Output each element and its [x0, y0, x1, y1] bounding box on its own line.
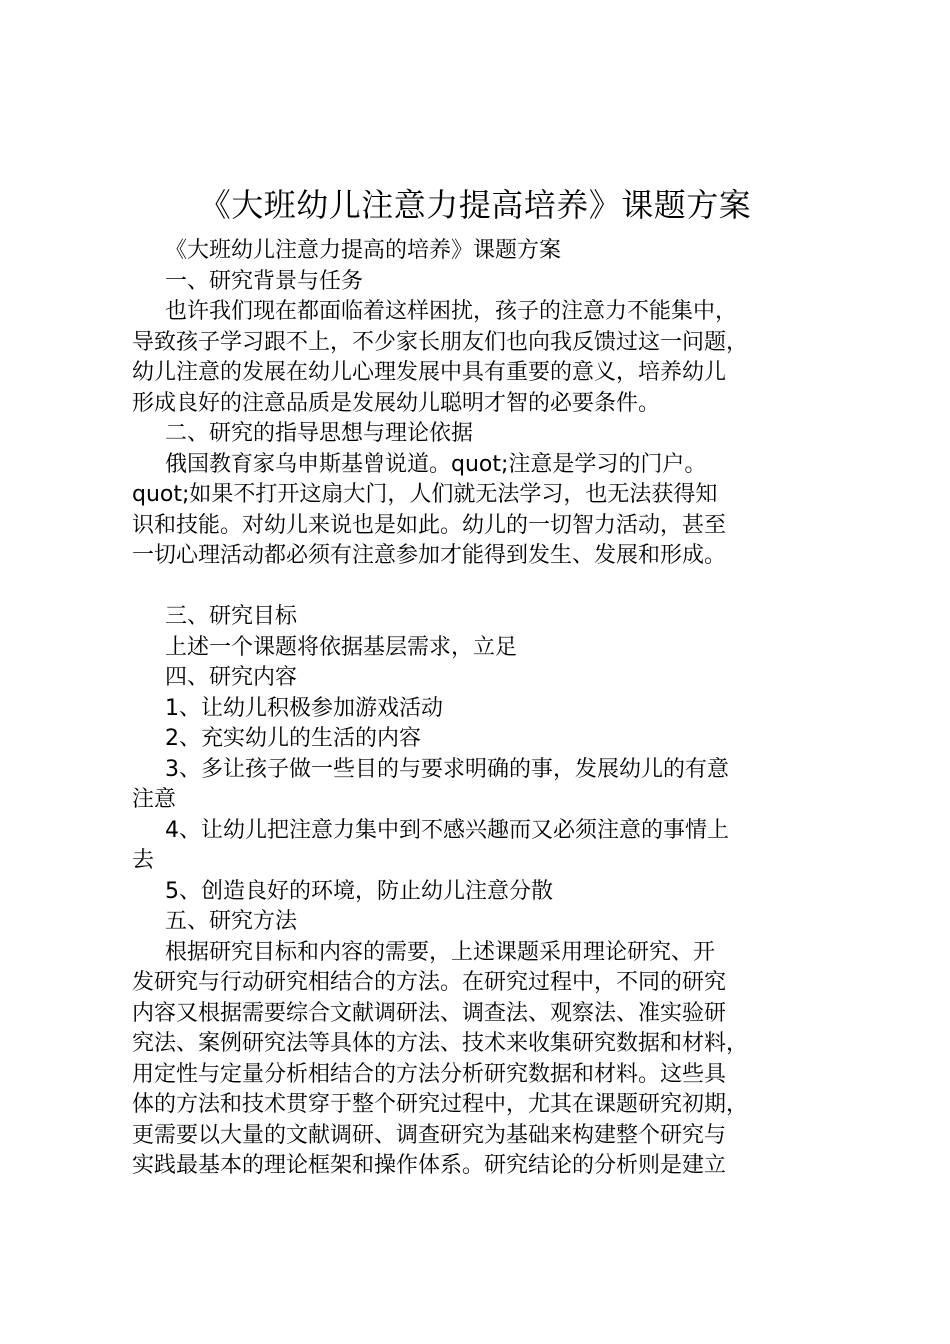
paragraph-line: 俄国教育家乌申斯基曾说道。quot;注意是学习的门户。 [165, 451, 707, 477]
paragraph-line: 究法、案例研究法等具体的方法、技术来收集研究数据和材料， [132, 1031, 749, 1056]
paragraph-line: quot;如果不打开这扇大门，人们就无法学习，也无法获得知 [132, 482, 718, 507]
document-body [132, 236, 848, 1182]
subtitle-line: 《大班幼儿注意力提高的培养》课题方案 [165, 238, 562, 263]
paragraph-line: 体的方法和技术贯穿于整个研究过程中，尤其在课题研究初期， [132, 1092, 749, 1117]
section-heading-3: 三、研究目标 [165, 604, 298, 629]
list-item: 3、多让孩子做一些目的与要求明确的事，发展幼儿的有意 [165, 756, 729, 782]
document-title: 《大班幼儿注意力提高培养》课题方案 [198, 186, 752, 224]
paragraph-line: 导致孩子学习跟不上，不少家长朋友们也向我反馈过这一问题， [132, 329, 749, 355]
paragraph-line: 上述一个课题将依据基层需求，立足 [165, 634, 518, 660]
paragraph-line: 实践最基本的理论框架和操作体系。研究结论的分析则是建立 [132, 1153, 727, 1178]
section-heading-4: 四、研究内容 [165, 665, 298, 690]
section-heading-5: 五、研究方法 [165, 909, 298, 934]
paragraph-line: 也许我们现在都面临着这样困扰，孩子的注意力不能集中， [165, 299, 738, 324]
paragraph-line: 一切心理活动都必须有注意参加才能得到发生、发展和形成。 [132, 543, 727, 568]
paragraph-line: 更需要以大量的文献调研、调查研究为基础来构建整个研究与 [132, 1122, 727, 1148]
list-item-continuation: 注意 [132, 787, 177, 812]
list-item: 5、创造良好的环境，防止幼儿注意分散 [165, 878, 553, 904]
section-heading-2: 二、研究的指导思想与理论依据 [165, 421, 474, 446]
list-item: 4、让幼儿把注意力集中到不感兴趣而又必须注意的事情上 [165, 817, 729, 843]
paragraph-line: 发研究与行动研究相结合的方法。在研究过程中，不同的研究 [132, 970, 727, 995]
list-item-continuation: 去 [132, 848, 155, 873]
list-item: 1、让幼儿积极参加游戏活动 [165, 695, 443, 721]
section-heading-1: 一、研究背景与任务 [165, 268, 364, 294]
paragraph-line: 识和技能。对幼儿来说也是如此。幼儿的一切智力活动，甚至 [132, 512, 727, 538]
blank-line [132, 572, 848, 603]
paragraph-line: 幼儿注意的发展在幼儿心理发展中具有重要的意义，培养幼儿 [132, 360, 727, 385]
paragraph-line: 内容又根据需要综合文献调研法、调查法、观察法、准实验研 [132, 1000, 727, 1026]
paragraph-line: 形成良好的注意品质是发展幼儿聪明才智的必要条件。 [132, 390, 661, 416]
paragraph-line: 用定性与定量分析相结合的方法分析研究数据和材料。这些具 [132, 1061, 727, 1087]
list-item: 2、充实幼儿的生活的内容 [165, 726, 421, 751]
paragraph-line: 根据研究目标和内容的需要，上述课题采用理论研究、开 [165, 939, 716, 965]
